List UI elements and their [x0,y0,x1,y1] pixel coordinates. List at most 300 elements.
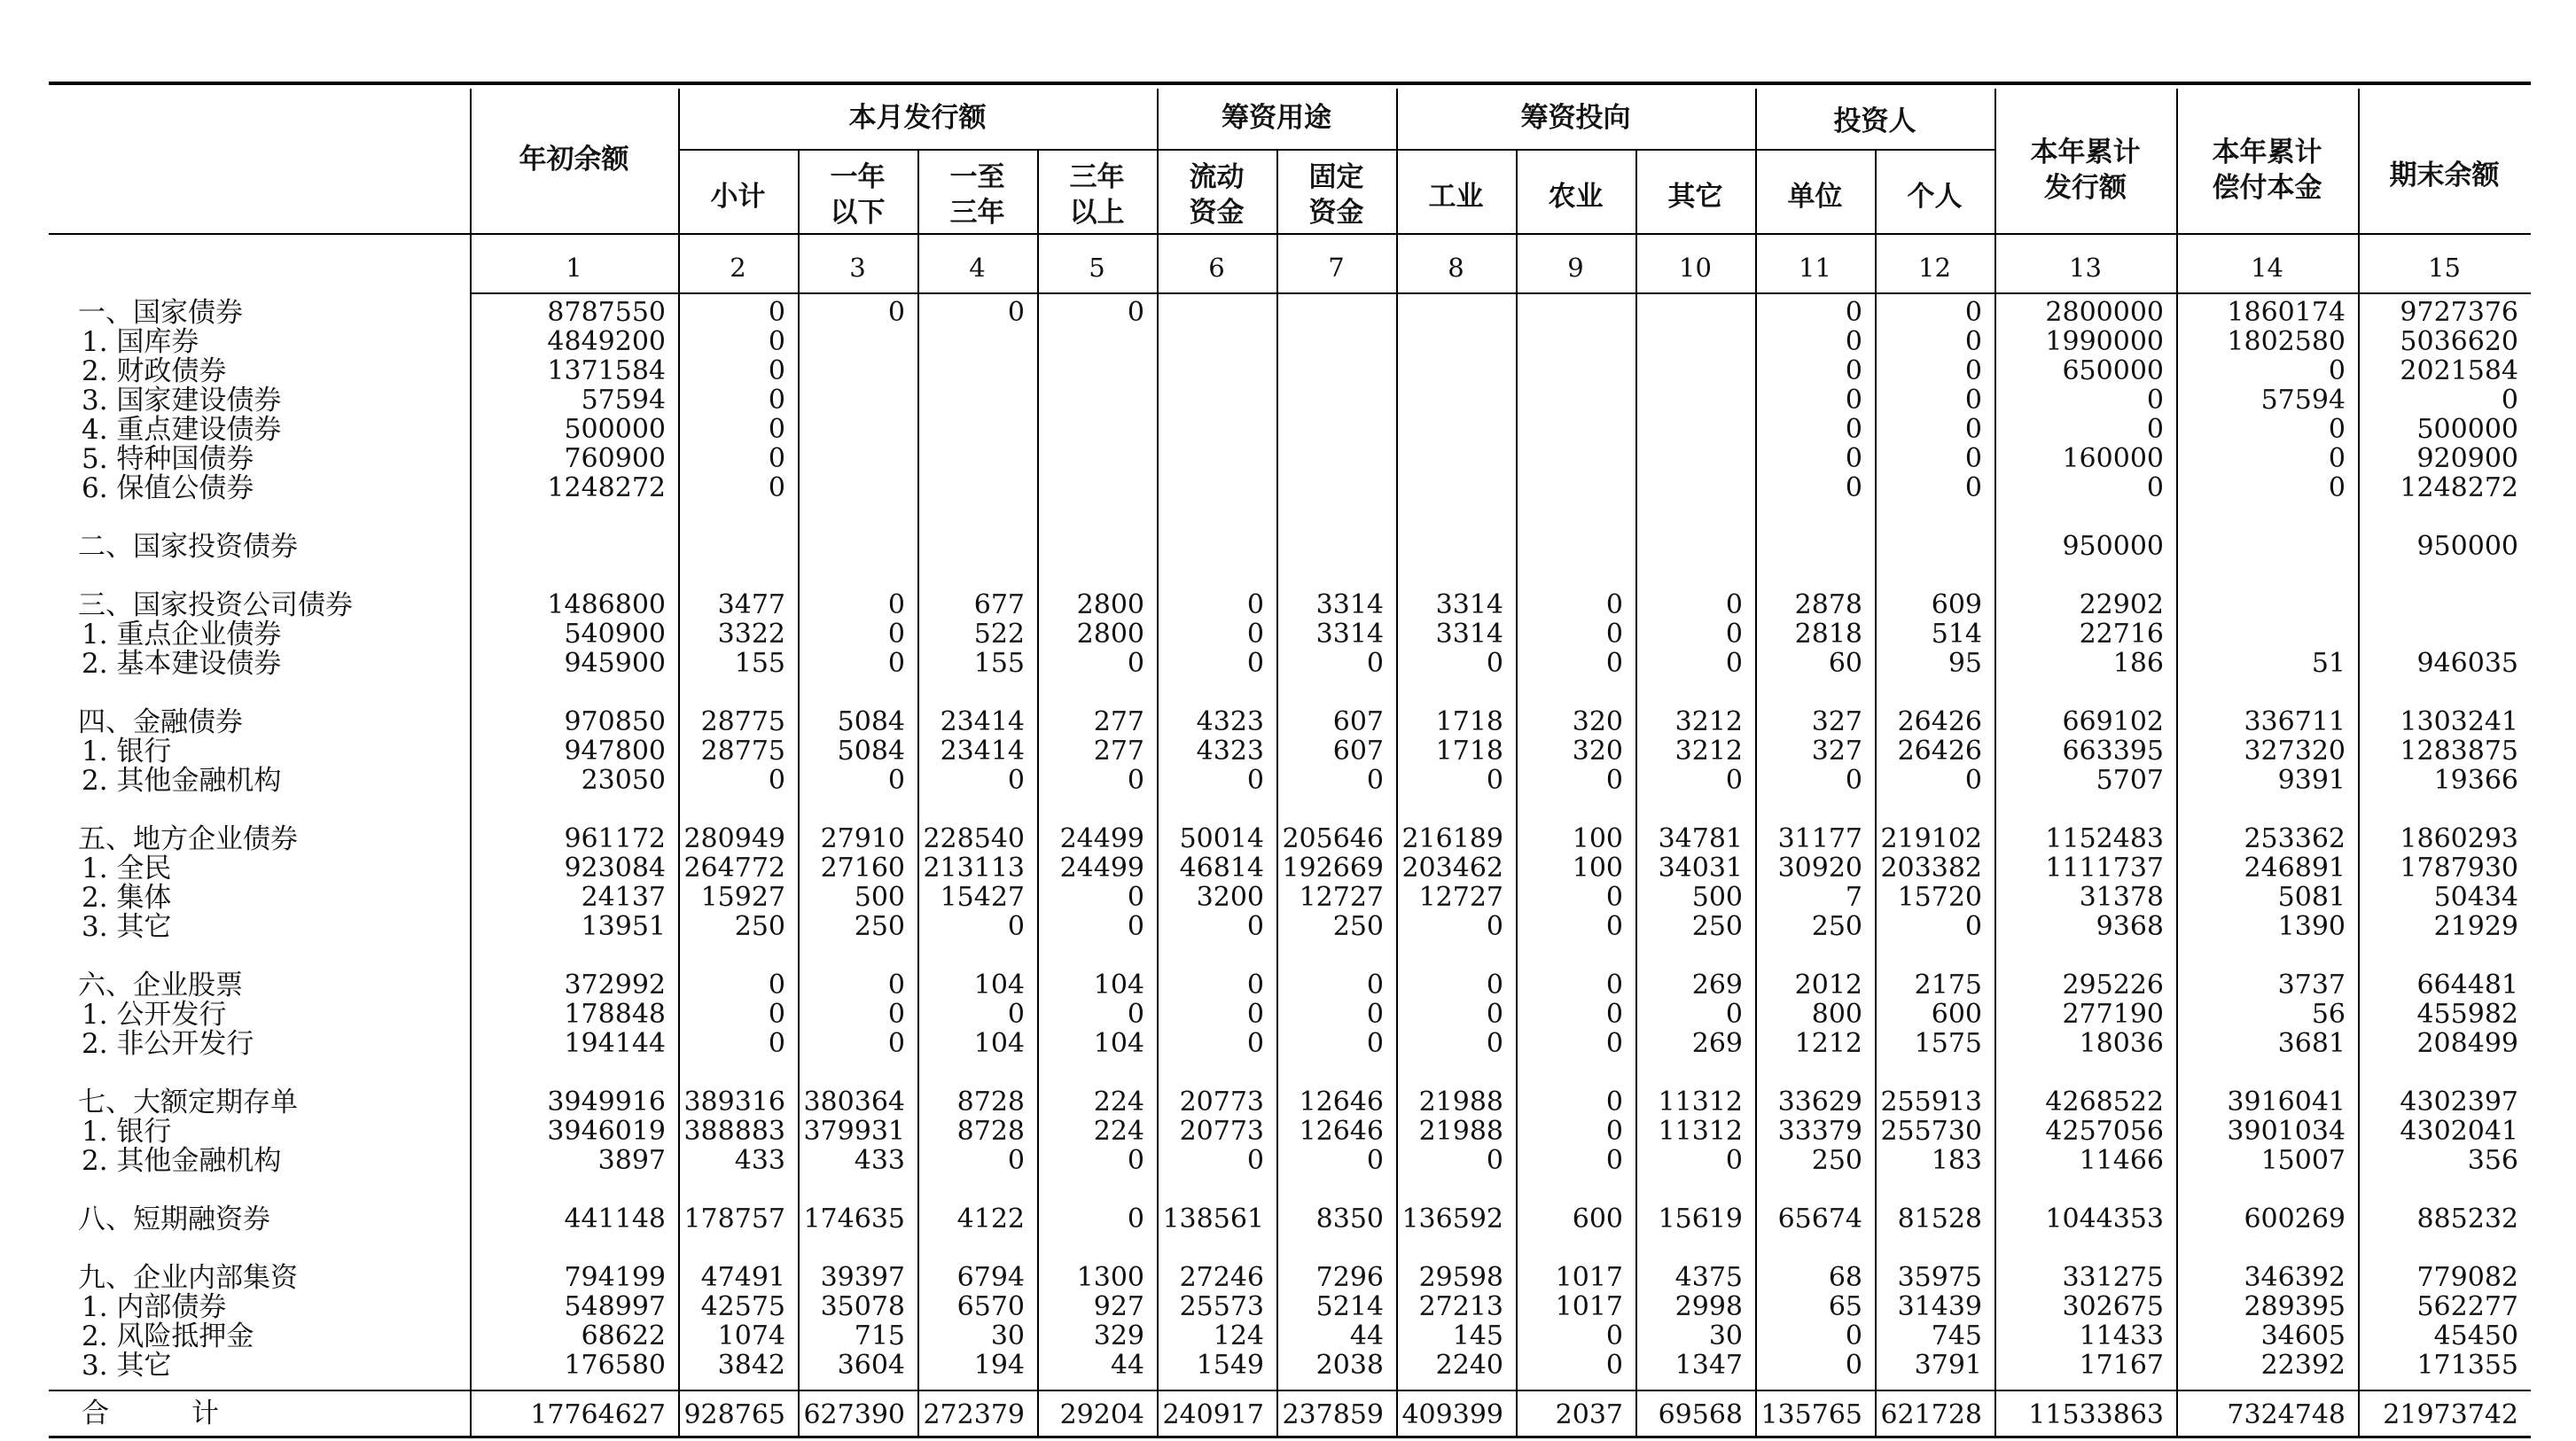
data-cell: 0 [1127,765,1144,796]
data-cell: 253362 [2244,823,2346,854]
data-cell: 3314 [1315,619,1384,650]
data-cell: 961172 [564,823,666,854]
data-cell: 800 [1811,999,1862,1030]
row-label-group: 四、金融债券 [78,706,243,738]
subheader-5: 三年 以上 [1069,161,1125,229]
data-cell: 34605 [2260,1320,2346,1351]
subheader-12: 个人 [1907,181,1963,213]
data-cell: 4323 [1196,736,1264,767]
data-cell: 329 [1093,1320,1144,1351]
header-closing-balance: 期末余额 [2389,160,2500,191]
column-number: 5 [1089,253,1105,283]
top-rule [49,82,2531,85]
data-cell: 46814 [1179,853,1264,884]
data-cell: 228540 [923,823,1025,854]
data-cell: 0 [768,472,785,503]
data-cell: 4268522 [2045,1087,2164,1118]
data-cell: 1212 [1794,1028,1862,1059]
data-cell: 0 [2328,355,2346,386]
data-cell: 277190 [2062,999,2164,1030]
data-cell: 12646 [1299,1116,1384,1147]
data-cell: 104 [1093,970,1144,1001]
column-number: 10 [1679,253,1712,283]
data-cell: 945900 [564,648,666,679]
data-cell: 3212 [1674,736,1743,767]
data-cell: 0 [1486,911,1503,942]
data-cell: 194144 [564,1028,666,1059]
data-cell: 12727 [1299,882,1384,913]
data-cell: 224 [1093,1087,1144,1118]
data-cell: 600269 [2244,1203,2346,1235]
data-cell: 0 [1246,970,1264,1001]
data-cell: 0 [1246,765,1264,796]
data-cell: 27246 [1179,1262,1264,1293]
data-cell: 277 [1093,736,1144,767]
data-cell: 950000 [2416,531,2518,562]
subheader-9: 农业 [1548,181,1604,213]
data-cell: 920900 [2416,443,2518,474]
data-cell: 25573 [1179,1291,1264,1322]
data-cell: 0 [1366,765,1384,796]
data-cell: 35078 [820,1291,905,1322]
data-cell: 250 [1811,911,1862,942]
data-cell: 346392 [2244,1262,2346,1293]
data-cell: 15927 [700,882,785,913]
subheader-7: 固定 资金 [1308,161,1364,229]
data-cell: 35975 [1897,1262,1982,1293]
data-cell: 50434 [2433,882,2518,913]
data-cell: 2878 [1794,589,1862,620]
column-number: 6 [1208,253,1225,283]
column-number: 12 [1918,253,1951,283]
data-cell: 8728 [956,1087,1025,1118]
data-cell: 500000 [2416,414,2518,445]
data-cell: 22902 [2079,589,2164,620]
column-number: 15 [2428,253,2461,283]
data-cell: 0 [1725,999,1743,1030]
data-cell: 455982 [2416,999,2518,1030]
column-number: 2 [730,253,746,283]
data-cell: 0 [1605,589,1623,620]
data-cell: 0 [1845,1320,1862,1351]
data-cell: 0 [887,648,905,679]
data-cell: 500 [854,882,905,913]
data-cell: 60 [1828,648,1862,679]
data-cell: 5084 [837,736,905,767]
data-cell: 0 [1964,326,1982,357]
data-cell: 1017 [1555,1291,1623,1322]
data-cell: 0 [887,297,905,328]
data-cell: 208499 [2416,1028,2518,1059]
data-cell: 302675 [2062,1291,2164,1322]
total-cell: 135765 [1760,1399,1862,1430]
data-cell: 28775 [700,736,785,767]
data-cell: 331275 [2062,1262,2164,1293]
data-cell: 0 [887,589,905,620]
data-cell: 194 [973,1350,1025,1381]
data-cell: 0 [1605,882,1623,913]
data-cell: 0 [1127,648,1144,679]
data-cell: 30920 [1777,853,1862,884]
data-cell: 104 [973,1028,1025,1059]
data-cell: 600 [1572,1203,1623,1235]
data-cell: 0 [887,1028,905,1059]
data-cell: 500000 [564,414,666,445]
data-cell: 388883 [683,1116,785,1147]
data-cell: 20773 [1179,1116,1264,1147]
data-cell: 0 [1127,999,1144,1030]
data-cell: 950000 [2062,531,2164,562]
data-cell: 0 [1246,911,1264,942]
total-cell: 17764627 [530,1399,666,1430]
data-cell: 0 [1605,1087,1623,1118]
total-cell: 11533863 [2028,1399,2164,1430]
data-cell: 22716 [2079,619,2164,650]
row-label: 2. 非公开发行 [82,1028,254,1060]
data-cell: 0 [1246,648,1264,679]
data-cell: 3842 [717,1350,785,1381]
data-cell: 372992 [564,970,666,1001]
data-cell: 0 [887,765,905,796]
data-cell: 27910 [820,823,905,854]
bottom-rule [49,1436,2531,1438]
data-cell: 1860174 [2227,297,2346,328]
data-cell: 160000 [2062,443,2164,474]
data-cell: 47491 [700,1262,785,1293]
data-cell: 3314 [1315,589,1384,620]
data-cell: 171355 [2416,1350,2518,1381]
data-cell: 3949916 [547,1087,666,1118]
data-cell: 1074 [717,1320,785,1351]
data-cell: 23414 [940,736,1025,767]
data-cell: 0 [1366,999,1384,1030]
data-cell: 522 [973,619,1025,650]
data-cell: 327320 [2244,736,2346,767]
data-cell: 295226 [2062,970,2164,1001]
data-cell: 3901034 [2227,1116,2346,1147]
data-cell: 2175 [1914,970,1982,1001]
data-cell: 0 [1007,999,1025,1030]
total-cell: 237859 [1282,1399,1384,1430]
data-cell: 3681 [2277,1028,2346,1059]
data-cell: 178848 [564,999,666,1030]
data-cell: 1300 [1076,1262,1144,1293]
data-cell: 1248272 [547,472,666,503]
column-number: 7 [1328,253,1345,283]
row-label-group: 九、企业内部集资 [78,1262,298,1294]
row-label-group: 三、国家投资公司债券 [78,589,353,621]
data-cell: 0 [1845,385,1862,416]
data-cell: 0 [1486,1028,1503,1059]
data-cell: 1390 [2277,911,2346,942]
row-label-group: 八、短期融资券 [78,1203,270,1235]
data-cell: 246891 [2244,853,2346,884]
data-cell: 320 [1572,736,1623,767]
column-number: 1 [566,253,582,283]
data-cell: 174635 [803,1203,905,1235]
data-cell: 213113 [923,853,1025,884]
column-number: 4 [969,253,986,283]
data-cell: 433 [854,1145,905,1176]
data-cell: 0 [768,443,785,474]
data-cell: 3314 [1435,589,1503,620]
data-cell: 2998 [1674,1291,1743,1322]
data-cell: 178757 [683,1203,785,1235]
data-cell: 677 [973,589,1025,620]
data-cell: 946035 [2416,648,2518,679]
data-cell: 0 [1964,765,1982,796]
data-cell: 31378 [2079,882,2164,913]
data-cell: 0 [768,385,785,416]
data-cell: 0 [1964,414,1982,445]
data-cell: 100 [1572,853,1623,884]
data-cell: 0 [1725,765,1743,796]
data-cell: 1248272 [2400,472,2518,503]
data-cell: 0 [1486,1145,1503,1176]
data-cell: 2240 [1435,1350,1503,1381]
data-cell: 4122 [956,1203,1025,1235]
data-cell: 0 [1366,1145,1384,1176]
data-cell: 264772 [683,853,785,884]
data-cell: 216189 [1401,823,1503,854]
data-cell: 0 [2328,414,2346,445]
data-cell: 1347 [1674,1350,1743,1381]
data-cell: 745 [1931,1320,1982,1351]
data-cell: 327 [1811,706,1862,737]
data-cell: 8350 [1315,1203,1384,1235]
row-label: 1. 国库券 [82,326,199,358]
data-cell: 1718 [1435,706,1503,737]
total-cell: 29204 [1059,1399,1144,1430]
data-cell: 0 [2501,385,2518,416]
data-cell: 0 [1964,355,1982,386]
column-number: 3 [849,253,866,283]
data-cell: 0 [1127,911,1144,942]
data-cell: 3791 [1914,1350,1982,1381]
data-cell: 0 [1127,882,1144,913]
data-cell: 0 [1845,297,1862,328]
header-opening-balance: 年初余额 [519,144,629,175]
data-cell: 0 [1605,999,1623,1030]
data-cell: 45450 [2433,1320,2518,1351]
data-cell: 514 [1931,619,1982,650]
data-cell: 0 [1127,297,1144,328]
data-cell: 0 [1366,970,1384,1001]
data-cell: 0 [2146,385,2164,416]
data-cell: 0 [1964,297,1982,328]
data-cell: 136592 [1401,1203,1503,1235]
data-cell: 3477 [717,589,785,620]
row-label-group: 五、地方企业债券 [78,823,298,855]
data-cell: 0 [1605,765,1623,796]
data-cell: 0 [887,999,905,1030]
data-cell: 4257056 [2045,1116,2164,1147]
data-cell: 15720 [1897,882,1982,913]
total-cell: 621728 [1880,1399,1982,1430]
row-label: 2. 集体 [82,882,172,914]
data-cell: 4323 [1196,706,1264,737]
data-cell: 0 [1246,619,1264,650]
data-cell: 0 [1845,414,1862,445]
row-label: 3. 其它 [82,1350,172,1382]
data-cell: 21929 [2433,911,2518,942]
total-cell: 69568 [1658,1399,1743,1430]
data-cell: 4849200 [547,326,666,357]
data-cell: 44 [1110,1350,1144,1381]
data-cell: 29598 [1418,1262,1503,1293]
data-cell: 68622 [581,1320,666,1351]
data-cell: 885232 [2416,1203,2518,1235]
data-cell: 0 [768,1028,785,1059]
data-cell: 0 [1964,911,1982,942]
column-number: 11 [1799,253,1831,283]
data-cell: 27160 [820,853,905,884]
data-cell: 11312 [1658,1087,1743,1118]
header-ytd-repay: 本年累计 偿付本金 [2212,136,2322,204]
header-ytd-issue: 本年累计 发行额 [2030,136,2141,204]
data-cell: 5081 [2277,882,2346,913]
data-cell: 0 [1725,1145,1743,1176]
data-cell: 18036 [2079,1028,2164,1059]
data-cell: 269 [1691,970,1743,1001]
row-label: 1. 内部债券 [82,1291,227,1323]
row-label: 1. 银行 [82,1116,172,1148]
data-cell: 95 [1948,648,1982,679]
data-cell: 4302041 [2400,1116,2518,1147]
data-cell: 779082 [2416,1262,2518,1293]
data-cell: 0 [1845,765,1862,796]
data-cell: 3737 [2277,970,2346,1001]
data-cell: 0 [1486,970,1503,1001]
data-cell: 0 [768,414,785,445]
data-cell: 2818 [1794,619,1862,650]
data-cell: 51 [2311,648,2346,679]
row-label-group: 二、国家投资债券 [78,531,298,563]
data-cell: 24499 [1059,823,1144,854]
data-cell: 650000 [2062,355,2164,386]
data-cell: 7296 [1315,1262,1384,1293]
data-cell: 356 [2467,1145,2518,1176]
data-cell: 26426 [1897,736,1982,767]
data-cell: 0 [1246,589,1264,620]
row-label: 2. 风险抵押金 [82,1320,254,1352]
row-label: 2. 基本建设债券 [82,648,282,680]
data-cell: 1044353 [2045,1203,2164,1235]
data-cell: 50014 [1179,823,1264,854]
data-cell: 138561 [1162,1203,1264,1235]
data-cell: 28775 [700,706,785,737]
data-cell: 11433 [2079,1320,2164,1351]
data-cell: 548997 [564,1291,666,1322]
data-cell: 0 [1725,589,1743,620]
data-cell: 2038 [1315,1350,1384,1381]
data-cell: 0 [1725,648,1743,679]
data-cell: 31177 [1777,823,1862,854]
subheader-11: 单位 [1787,181,1843,213]
data-cell: 0 [1605,1145,1623,1176]
total-label: 合 计 [82,1398,219,1429]
data-cell: 380364 [803,1087,905,1118]
row-label: 6. 保值公债券 [82,472,254,504]
data-cell: 3212 [1674,706,1743,737]
data-cell: 2800000 [2045,297,2164,328]
data-cell: 219102 [1880,823,1982,854]
row-label: 1. 全民 [82,853,172,884]
data-cell: 8787550 [547,297,666,328]
data-cell: 1303241 [2400,706,2518,737]
data-cell: 104 [1093,1028,1144,1059]
data-cell: 0 [1366,648,1384,679]
data-cell: 760900 [564,443,666,474]
total-cell: 7324748 [2227,1399,2346,1430]
data-cell: 607 [1332,706,1384,737]
data-cell: 0 [1845,443,1862,474]
row-label-group: 一、国家债券 [78,297,243,329]
data-cell: 540900 [564,619,666,650]
data-cell: 81528 [1897,1203,1982,1235]
data-cell: 0 [1964,472,1982,503]
data-cell: 9391 [2277,765,2346,796]
data-cell: 21988 [1418,1116,1503,1147]
data-cell: 255730 [1880,1116,1982,1147]
row-label: 2. 其他金融机构 [82,765,282,797]
data-cell: 0 [2146,414,2164,445]
data-cell: 26426 [1897,706,1982,737]
data-cell: 203462 [1401,853,1503,884]
data-cell: 1787930 [2400,853,2518,884]
data-cell: 1549 [1196,1350,1264,1381]
row-label: 4. 重点建设债券 [82,414,282,446]
data-cell: 0 [887,619,905,650]
data-cell: 0 [768,297,785,328]
data-cell: 664481 [2416,970,2518,1001]
header-bottom-rule [49,233,2531,235]
data-cell: 155 [973,648,1025,679]
data-cell: 277 [1093,706,1144,737]
data-cell: 0 [768,765,785,796]
data-cell: 0 [1725,619,1743,650]
data-cell: 1283875 [2400,736,2518,767]
data-cell: 21988 [1418,1087,1503,1118]
data-cell: 155 [734,648,785,679]
data-cell: 22392 [2260,1350,2346,1381]
data-cell: 30 [1708,1320,1743,1351]
data-cell: 100 [1572,823,1623,854]
data-cell: 0 [1007,765,1025,796]
data-cell: 57594 [2260,385,2346,416]
total-cell: 2037 [1555,1399,1623,1430]
data-cell: 4302397 [2400,1087,2518,1118]
data-cell: 1111737 [2045,853,2164,884]
data-cell: 250 [1332,911,1384,942]
data-cell: 6794 [956,1262,1025,1293]
data-cell: 433 [734,1145,785,1176]
data-cell: 0 [1486,999,1503,1030]
data-cell: 389316 [683,1087,785,1118]
data-cell: 0 [1605,911,1623,942]
data-cell: 0 [1845,1350,1862,1381]
data-cell: 0 [1605,1028,1623,1059]
data-cell: 0 [1845,472,1862,503]
row-label: 3. 国家建设债券 [82,385,282,417]
row-label: 3. 其它 [82,911,172,943]
data-cell: 1486800 [547,589,666,620]
data-cell: 500 [1691,882,1743,913]
data-cell: 280949 [683,823,785,854]
data-cell: 970850 [564,706,666,737]
data-cell: 0 [887,970,905,1001]
data-cell: 0 [768,970,785,1001]
